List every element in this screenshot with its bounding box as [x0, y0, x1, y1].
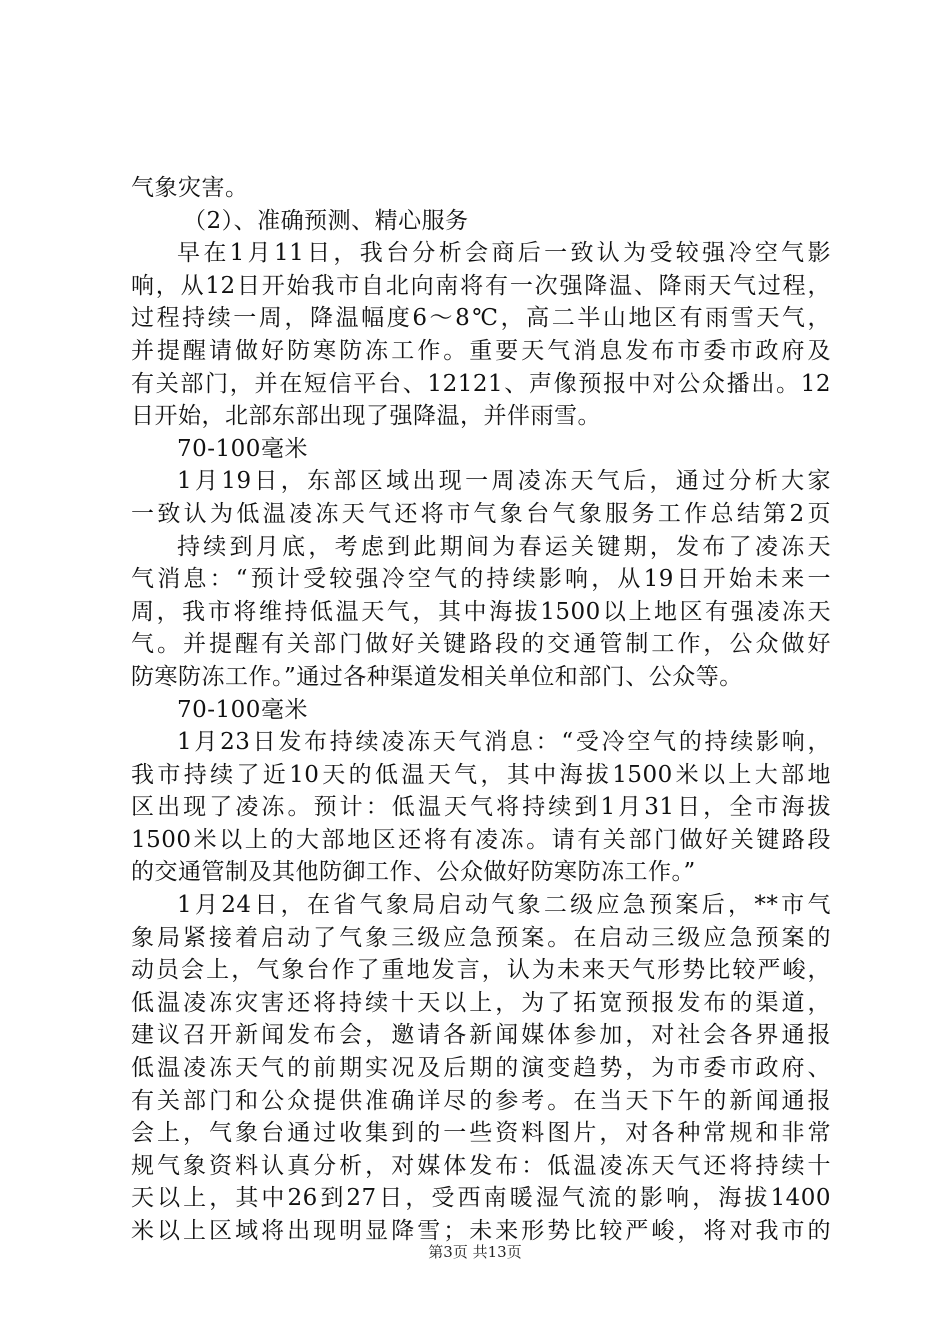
text-line: 气。并提醒有关部门做好关键路段的交通管制工作，公众做好 — [131, 631, 831, 658]
text-line: 会上，气象台通过收集到的一些资料图片，对各种常规和非常 — [131, 1120, 831, 1147]
text-line: 气象灾害。 — [131, 175, 249, 201]
text-line: 低温凌冻灾害还将持续十天以上，为了拓宽预报发布的渠道， — [131, 989, 831, 1016]
text-line: 规气象资料认真分析，对媒体发布：低温凌冻天气还将持续十 — [131, 1152, 831, 1179]
text-line: 70-100毫米 — [177, 696, 308, 723]
text-line: 过程持续一周，降温幅度6～8℃，高二半山地区有雨雪天气， — [131, 305, 831, 332]
text-line: 的交通管制及其他防御工作、公众做好防寒防冻工作。” — [131, 859, 696, 886]
text-line: 早在1月11日，我台分析会商后一致认为受较强冷空气影 — [177, 240, 831, 267]
text-line: 70-100毫米 — [177, 435, 308, 462]
text-line: 有关部门，并在短信平台、12121、声像预报中对公众播出。12 — [131, 370, 831, 397]
text-line: 持续到月底，考虑到此期间为春运关键期，发布了凌冻天 — [177, 533, 831, 560]
text-line: 建议召开新闻发布会，邀请各新闻媒体参加，对社会各界通报 — [131, 1022, 831, 1049]
text-line: 1月23日发布持续凌冻天气消息：“受冷空气的持续影响， — [177, 729, 831, 756]
body-text — [131, 172, 831, 1248]
text-line: 并提醒请做好防寒防冻工作。重要天气消息发布市委市政府及 — [131, 337, 831, 364]
text-line: 一致认为低温凌冻天气还将市气象台气象服务工作总结第2页 — [131, 500, 831, 527]
text-line: 有关部门和公众提供准确详尽的参考。在当天下午的新闻通报 — [131, 1087, 831, 1114]
text-line: 防寒防冻工作。”通过各种渠道发相关单位和部门、公众等。 — [131, 663, 743, 690]
text-line: 周，我市将维持低温天气，其中海拔1500以上地区有强凌冻天 — [131, 598, 831, 625]
page-number-footer: 第3页 共13页 — [428, 1243, 522, 1261]
text-line: 区出现了凌冻。预计：低温天气将持续到1月31日，全市海拔 — [131, 794, 831, 821]
text-line: 我市持续了近10天的低温天气，其中海拔1500米以上大部地 — [131, 761, 831, 788]
text-line: 低温凌冻天气的前期实况及后期的演变趋势，为市委市政府、 — [131, 1055, 831, 1082]
text-line: 动员会上，气象台作了重地发言，认为未来天气形势比较严峻， — [131, 957, 831, 984]
text-line: 天以上，其中26到27日，受西南暖湿气流的影响，海拔1400 — [131, 1185, 831, 1212]
section-heading: （2）、准确预测、精心服务 — [183, 207, 469, 234]
text-line: 响，从12日开始我市自北向南将有一次强降温、降雨天气过程， — [131, 272, 831, 299]
text-line: 1月24日，在省气象局启动气象二级应急预案后，**市气 — [177, 892, 831, 919]
text-line: 1500米以上的大部地区还将有凌冻。请有关部门做好关键路段 — [131, 826, 831, 853]
text-line: 气消息：“预计受较强冷空气的持续影响，从19日开始未来一 — [131, 566, 831, 593]
text-line: 象局紧接着启动了气象三级应急预案。在启动三级应急预案的 — [131, 924, 831, 951]
text-line: 米以上区域将出现明显降雪；未来形势比较严峻，将对我市的 — [131, 1218, 831, 1244]
text-line: 1月19日，东部区域出现一周凌冻天气后，通过分析大家 — [177, 468, 831, 495]
text-line: 日开始，北部东部出现了强降温，并伴雨雪。 — [131, 403, 601, 430]
